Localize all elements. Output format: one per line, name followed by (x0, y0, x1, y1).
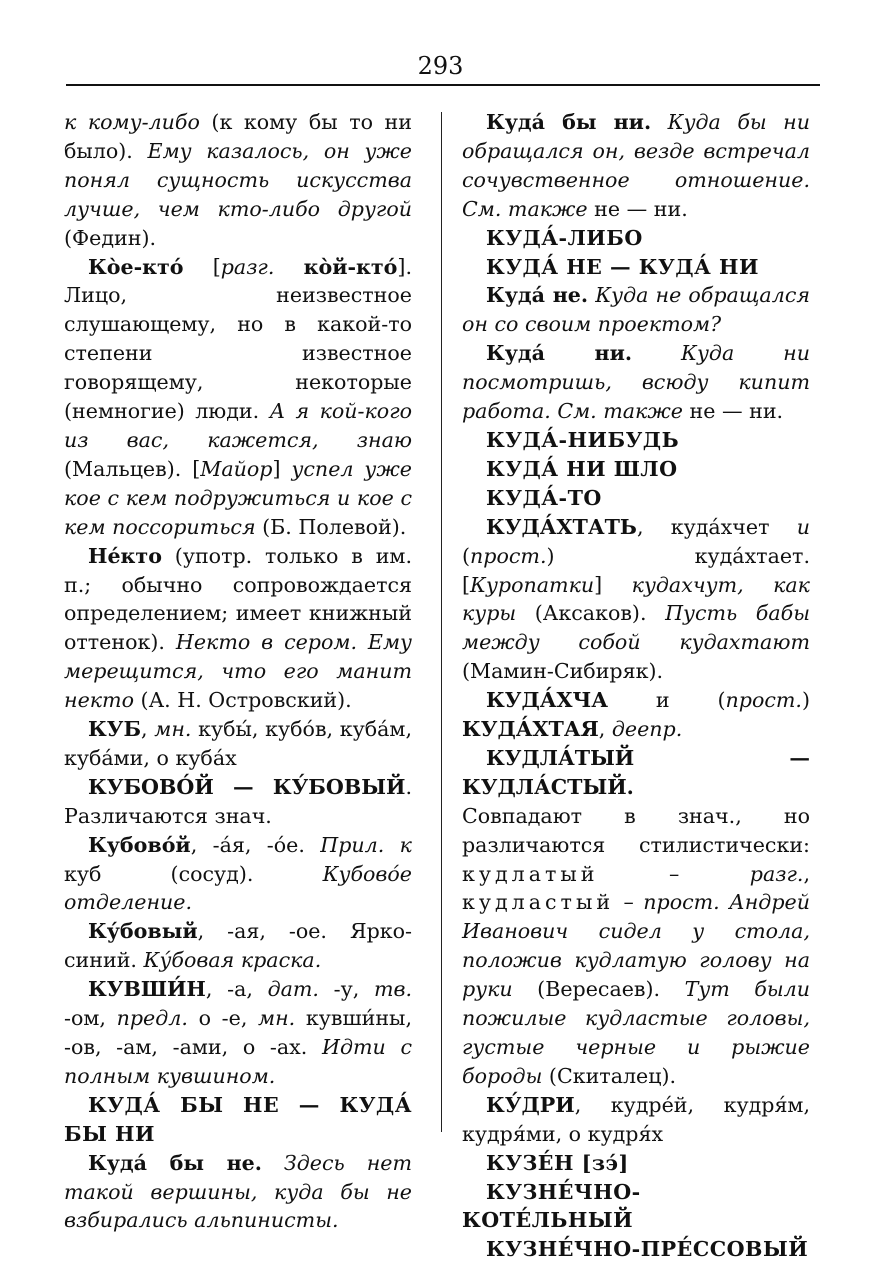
entry-italic-text: прост. (725, 688, 802, 713)
entry-italic-text: Куда ни посмотришь, всюду кипит работа. См. также (462, 341, 810, 424)
entry-text: , куда́хчет (636, 514, 797, 539)
dictionary-entry (64, 542, 412, 715)
dictionary-entry (462, 281, 810, 339)
entry-italic-text: деепр. (611, 717, 683, 742)
entry-text: -ом, (64, 1006, 117, 1031)
entry-headword: Не́кто (88, 543, 162, 568)
entry-italic-text: Кубово́е отделение. (64, 861, 412, 915)
entry-headword: КУБ (88, 717, 142, 742)
entry-text: (Скиталец). (542, 1063, 677, 1088)
entry-headword: Кубово́й (88, 832, 191, 857)
entry-italic-text: мн. (154, 717, 192, 742)
entry-headword: Ку́бовый (88, 919, 198, 944)
entry-text: ] (594, 572, 632, 597)
entry-headword: ко̀й-кто́ (303, 254, 398, 279)
entry-text: (А. Н. Островский). (133, 688, 352, 713)
entry-italic-text: прост. (470, 543, 547, 568)
entry-headword: КУДА́-ТО (486, 485, 602, 510)
dictionary-entry (64, 715, 412, 773)
entry-text: ]. Лицо, неизвестное слушающему, но в какой-то степени известное говорящему, некоторые (немногие) люди. (64, 254, 412, 424)
entry-headword: КУДА́-НИБУДЬ (486, 427, 680, 452)
entry-text: ( (462, 543, 471, 568)
dictionary-headword-line (462, 1149, 810, 1178)
entry-headword: КУ́ДРИ (486, 1092, 575, 1117)
entry-headword: КУДА́-ЛИБО (486, 225, 643, 250)
entry-text: (Вересаев). (512, 977, 685, 1002)
entry-text: , кудре́й, кудря́м, кудря́ми, о кудря́х (462, 1092, 810, 1146)
entry-headword: Куда́ бы ни. (486, 110, 652, 134)
entry-text: ) (801, 688, 810, 713)
entry-text: , -а, (205, 977, 268, 1002)
entry-headword: Ко̀е-кто́ (88, 254, 184, 279)
entry-text: (к кому бы то ни было). (64, 110, 412, 163)
entry-italic-text: к кому-либо (64, 110, 200, 134)
header-rule (66, 84, 820, 86)
dictionary-entry (64, 975, 412, 1091)
dictionary-headword-line (462, 253, 810, 282)
entry-text: , (803, 861, 810, 886)
dictionary-headword-line (462, 1178, 810, 1236)
entry-text: кудлатый (462, 861, 599, 886)
entry-text: – (614, 890, 644, 915)
entry-headword: КУВШИ́Н (88, 977, 206, 1002)
dictionary-headword-line (462, 484, 810, 513)
entry-italic-text: предл. (116, 1006, 188, 1031)
entry-italic-text: разг. (749, 861, 804, 886)
entry-text: не — ни. (682, 399, 784, 424)
entry-text: – (598, 861, 750, 886)
entry-text: (Аксаков). (516, 601, 666, 626)
entry-italic-text: Пусть бабы между собой кудахтают (462, 601, 810, 655)
entry-headword: КУДА́ НЕ — КУДА́ НИ (486, 254, 759, 279)
entry-italic-text: прост. Андрей Иванович сидел у стола, положив кудлатую голову на руки (462, 890, 810, 1002)
entry-italic-text: Некто в сером. Ему мерещится, что его манит некто (64, 630, 412, 713)
entry-italic-text: Майор (200, 456, 273, 481)
column-divider (441, 112, 442, 1132)
entry-text: , (598, 717, 612, 742)
entry-text (262, 1151, 284, 1175)
entry-text: (Мальцев). [ (64, 456, 201, 481)
dictionary-entry (462, 513, 810, 686)
entry-text (274, 255, 303, 279)
entry-italic-text: Тут были пожилые кудластые головы, густые черные и рыжие бороды (462, 977, 810, 1088)
entry-text: кубы́, кубо́в, куба́м, куба́ми, о куба́х (64, 717, 412, 770)
dictionary-entry (462, 1091, 810, 1149)
entry-text: Совпадают в знач., но различаются стилистически: (462, 803, 810, 857)
entry-italic-text: дат. (267, 977, 319, 1002)
left-column (64, 108, 412, 1235)
entry-text: не — ни. (587, 196, 688, 221)
entry-italic-text: успел уже кое с кем подружиться и кое с кем поссориться (64, 456, 412, 539)
entry-italic-text: Куда не обращался он со своим проектом? (462, 283, 810, 337)
dictionary-entry (64, 831, 412, 918)
entry-italic-text: А я кой-кого из вас, кажется, знаю (64, 399, 413, 452)
dictionary-entry (462, 744, 810, 802)
entry-italic-text: кудахчут, как куры (462, 572, 810, 626)
entry-text: -у, (318, 977, 374, 1002)
entry-headword: КУДА́ХТАТЬ (486, 514, 637, 539)
entry-text: ) куда́хтает. [ (462, 543, 810, 597)
entry-headword: КУЗНЕ́ЧНО-КОТЕ́ЛЬНЫЙ (462, 1179, 641, 1233)
entry-text (651, 110, 668, 134)
dictionary-headword-line (462, 426, 810, 455)
entry-italic-text: Идти с полным кувшином. (64, 1035, 412, 1088)
entry-text: , (141, 717, 155, 742)
entry-text: и ( (608, 688, 726, 713)
dictionary-headword-line (462, 455, 810, 484)
entry-text: (употр. только в им. п.; обычно сопровождается определением; имеет книжный оттенок). (64, 543, 412, 655)
entry-italic-text: мн. (258, 1006, 296, 1031)
dictionary-entry (64, 253, 412, 542)
entry-headword: Куда́ бы не. (88, 1150, 262, 1175)
entry-text (632, 341, 681, 365)
entry-headword: КУДА́ХЧА (486, 688, 609, 713)
page-number: 293 (417, 52, 464, 80)
dictionary-headword-line (462, 1235, 810, 1264)
dictionary-entry (462, 686, 810, 744)
entry-headword: Куда́ не. (486, 283, 589, 308)
entry-text: (Б. Полевой). (255, 514, 407, 539)
entry-italic-text: Куропатки (470, 572, 595, 597)
dictionary-entry (64, 773, 412, 831)
entry-text: [зэ́] (573, 1150, 629, 1175)
entry-text: кудластый (462, 890, 615, 915)
entry-italic-text: разг. (220, 254, 275, 279)
entry-headword: КУЗЕ́Н (486, 1150, 574, 1175)
entry-italic-text: Куда бы ни обращался он, везде встречал сочувственное отношение. См. также (462, 110, 810, 221)
entry-text: (Федин). (64, 225, 157, 250)
entry-headword: КУБОВО́Й — КУ́БОВЫЙ (88, 774, 406, 799)
entry-headword: КУЗНЕ́ЧНО-ПРЕ́ССОВЫЙ (486, 1237, 809, 1262)
dictionary-headword-line (462, 224, 810, 253)
entry-text: кувши́ны, -ов, -ам, -ами, о -ах. (64, 1006, 412, 1059)
entry-text: , -а́я, -о́е. (190, 832, 321, 857)
entry-italic-text: Ку́бовая краска. (143, 948, 322, 973)
dictionary-entry (462, 339, 810, 426)
entry-headword: КУДА́ХТАЯ (462, 717, 599, 742)
entry-text: . Различаются знач. (64, 774, 412, 828)
dictionary-entry (64, 108, 412, 253)
entry-headword: КУДА́ БЫ НЕ — КУДА́ БЫ НИ (64, 1092, 412, 1146)
entry-italic-text: Здесь нет такой вершины, куда бы не взбирались альпинисты. (64, 1150, 412, 1233)
entry-headword: Куда́ ни. (486, 341, 633, 366)
entry-text: (Мамин-Сибиряк). (462, 659, 664, 684)
entry-text: [ (183, 254, 221, 279)
entry-italic-text: Прил. к (320, 832, 412, 857)
entry-text: , -ая, -ое. Ярко-синий. (64, 919, 412, 973)
entry-text: куб (сосуд). (64, 861, 323, 886)
entry-text: о -е, (187, 1006, 259, 1031)
right-column (462, 108, 810, 1264)
dictionary-entry (462, 108, 810, 224)
dictionary-entry (462, 802, 810, 1091)
dictionary-entry (64, 917, 412, 975)
entry-headword: КУДА́ НИ ШЛО (486, 456, 678, 481)
dictionary-headword-line (64, 1091, 412, 1149)
entry-italic-text: тв. (373, 977, 412, 1002)
entry-italic-text: Ему казалось, он уже понял сущность искусства лучше, чем кто-либо другой (64, 138, 412, 221)
entry-text: ] (272, 456, 292, 481)
entry-italic-text: и (796, 514, 810, 539)
entry-headword: КУДЛА́ТЫЙ — КУДЛА́СТЫЙ. (462, 745, 810, 799)
